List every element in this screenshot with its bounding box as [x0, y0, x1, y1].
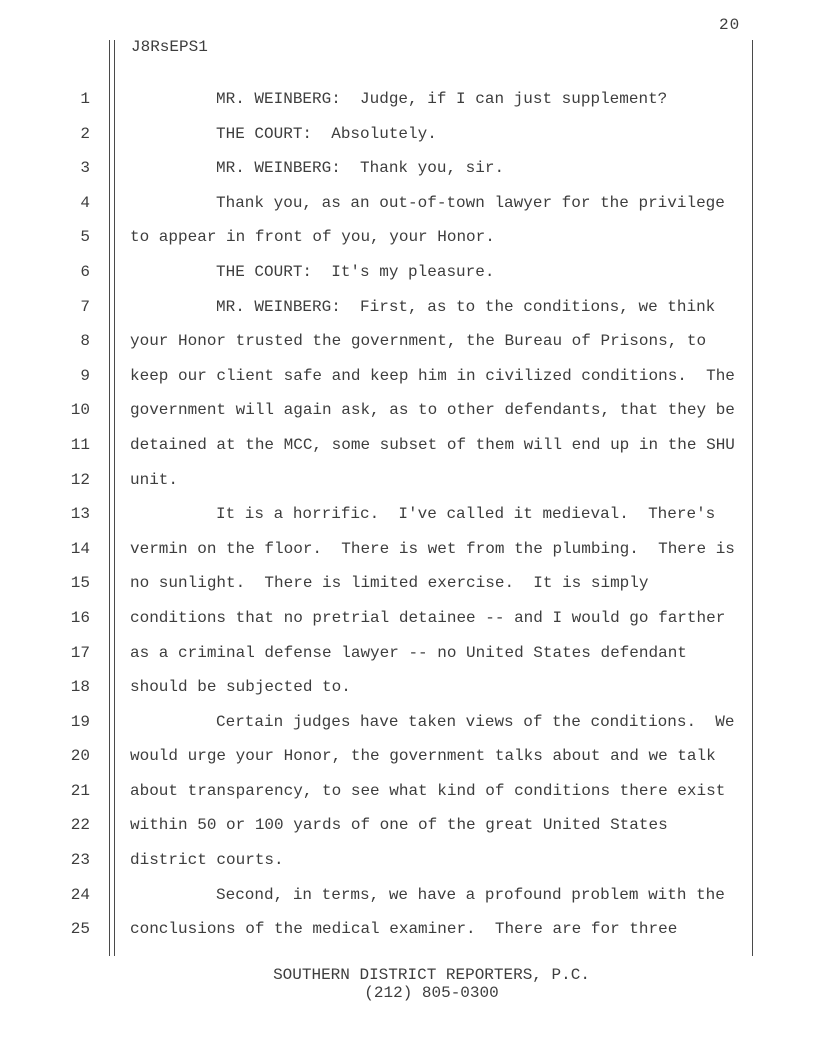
line-text: conditions that no pretrial detainee -- and I would go farther	[130, 608, 726, 627]
line-number: 16	[70, 608, 90, 627]
line-text: as a criminal defense lawyer -- no United States defendant	[130, 643, 687, 662]
line-number: 15	[70, 574, 90, 593]
line-text: THE COURT: It's my pleasure.	[216, 262, 495, 281]
line-number: 13	[70, 505, 90, 524]
line-number: 5	[80, 228, 90, 247]
line-number: 8	[80, 332, 90, 351]
line-text: Certain judges have taken views of the conditions. We	[216, 712, 735, 731]
line-number: 20	[70, 747, 90, 766]
line-text: detained at the MCC, some subset of them will end up in the SHU	[130, 435, 735, 454]
line-number: 12	[70, 470, 90, 489]
page-number: 20	[719, 16, 741, 34]
line-number: 9	[80, 366, 90, 385]
line-text: government will again ask, as to other defendants, that they be	[130, 401, 735, 420]
line-number: 19	[70, 712, 90, 731]
transcript-line	[0, 117, 816, 152]
transcript-body	[0, 82, 816, 947]
transcript-line	[0, 497, 816, 532]
reporter-name: SOUTHERN DISTRICT REPORTERS, P.C.	[273, 966, 590, 984]
transcript-line	[0, 878, 816, 913]
line-text: no sunlight. There is limited exercise. It is simply	[130, 574, 649, 593]
session-id-header: J8RsEPS1	[131, 38, 208, 56]
line-number: 14	[70, 539, 90, 558]
transcript-line	[0, 393, 816, 428]
transcript-line	[0, 670, 816, 705]
line-text: should be subjected to.	[130, 678, 351, 697]
line-number: 1	[80, 90, 90, 108]
transcript-line	[0, 705, 816, 740]
line-text: keep our client safe and keep him in civilized conditions. The	[130, 366, 735, 385]
line-text: would urge your Honor, the government talks about and we talk	[130, 747, 716, 766]
line-text: to appear in front of you, your Honor.	[130, 228, 495, 247]
line-number: 4	[80, 193, 90, 212]
transcript-line	[0, 636, 816, 671]
line-text: district courts.	[130, 851, 284, 870]
transcript-line	[0, 359, 816, 394]
transcript-line	[0, 290, 816, 325]
line-text: MR. WEINBERG: First, as to the conditions, we think	[216, 297, 716, 316]
transcript-line	[0, 912, 816, 947]
line-text: MR. WEINBERG: Judge, if I can just supplement?	[216, 90, 668, 108]
transcript-line	[0, 82, 816, 117]
line-text: Second, in terms, we have a profound problem with the	[216, 885, 725, 904]
transcript-line	[0, 843, 816, 878]
line-text: Thank you, as an out-of-town lawyer for the privilege	[216, 193, 725, 212]
line-number: 21	[70, 781, 90, 800]
transcript-line	[0, 151, 816, 186]
transcript-line	[0, 808, 816, 843]
line-number: 22	[70, 816, 90, 835]
line-number: 23	[70, 851, 90, 870]
transcript-line	[0, 601, 816, 636]
line-number: 6	[80, 262, 90, 281]
transcript-line	[0, 324, 816, 359]
transcript-line	[0, 463, 816, 498]
line-number: 3	[80, 159, 90, 178]
transcript-line	[0, 255, 816, 290]
transcript-line	[0, 186, 816, 221]
reporter-footer	[110, 967, 753, 1002]
line-number: 11	[70, 435, 90, 454]
reporter-phone: (212) 805-0300	[364, 983, 499, 1002]
line-number: 7	[80, 297, 90, 316]
line-text: It is a horrific. I've called it medieval. There's	[216, 505, 716, 524]
line-number: 10	[70, 401, 90, 420]
line-number: 2	[80, 124, 90, 143]
transcript-line	[0, 739, 816, 774]
line-text: vermin on the floor. There is wet from the plumbing. There is	[130, 539, 735, 558]
line-number: 24	[70, 885, 90, 904]
transcript-line	[0, 220, 816, 255]
transcript-line	[0, 532, 816, 567]
line-text: unit.	[130, 470, 179, 489]
transcript-line	[0, 566, 816, 601]
transcript-line	[0, 774, 816, 809]
line-text: about transparency, to see what kind of conditions there exist	[130, 781, 726, 800]
line-text: within 50 or 100 yards of one of the great United States	[130, 816, 668, 835]
line-number: 25	[70, 920, 90, 939]
line-text: THE COURT: Absolutely.	[216, 124, 437, 143]
transcript-line	[0, 428, 816, 463]
line-text: your Honor trusted the government, the Bureau of Prisons, to	[130, 332, 707, 351]
line-number: 17	[70, 643, 90, 662]
line-text: conclusions of the medical examiner. There are for three	[130, 920, 678, 939]
line-text: MR. WEINBERG: Thank you, sir.	[216, 159, 505, 178]
line-number: 18	[70, 678, 90, 697]
